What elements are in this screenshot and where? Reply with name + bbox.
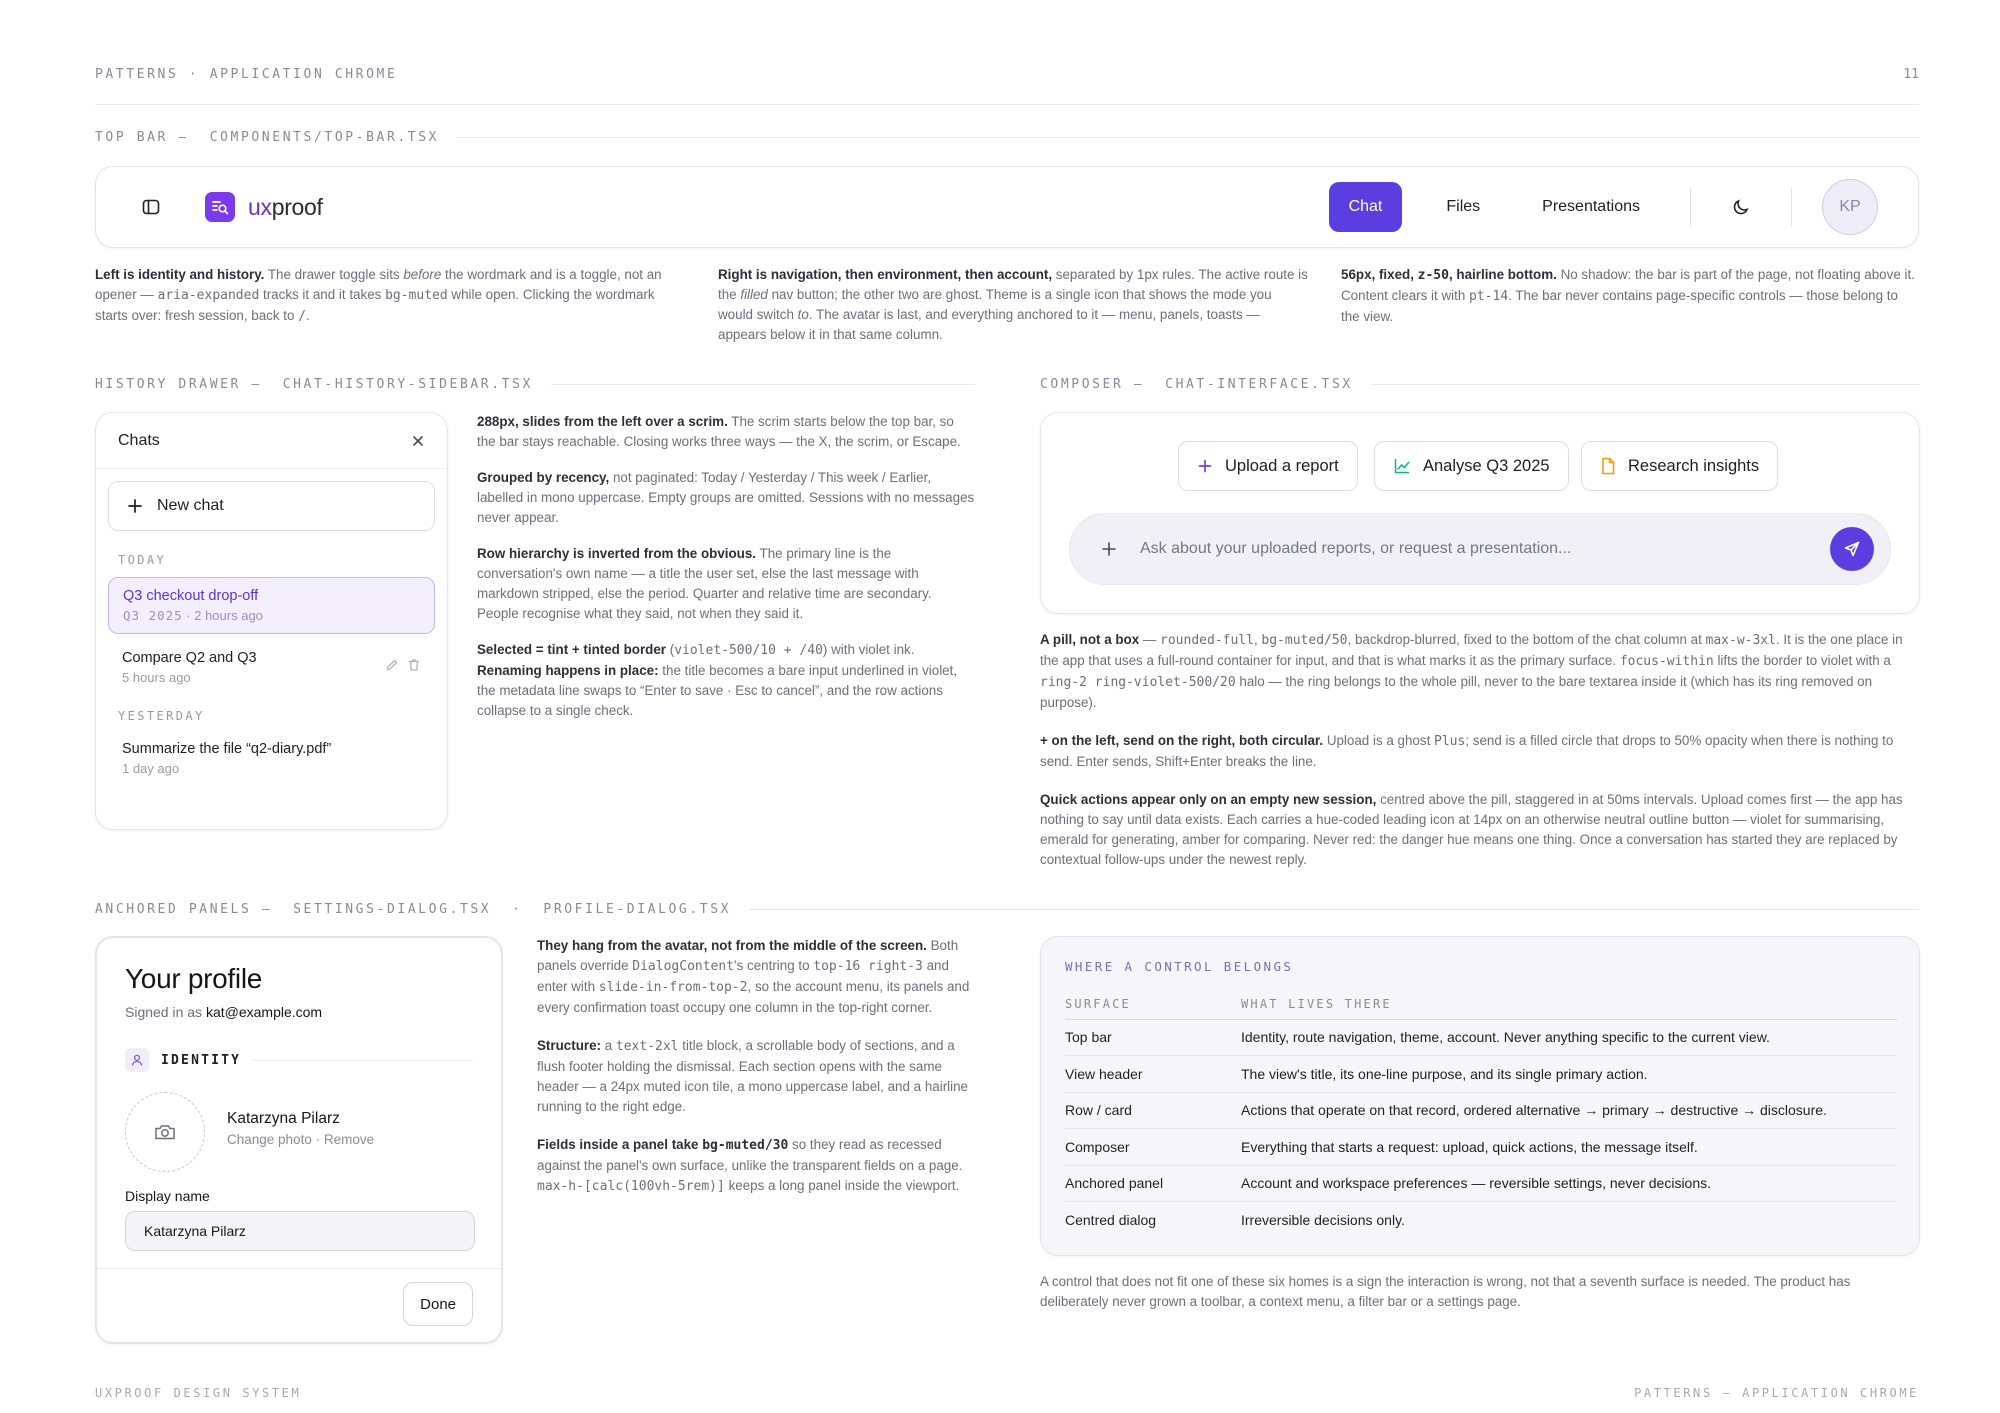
- profile-title: Your profile: [125, 963, 263, 994]
- quick-action-upload[interactable]: [1178, 441, 1358, 491]
- top-nav: [1329, 179, 1878, 235]
- logo-icon: [205, 192, 235, 222]
- wordmark[interactable]: [205, 192, 323, 222]
- chat-row-title: Q3 checkout drop-off: [123, 588, 259, 604]
- quick-action-research[interactable]: [1581, 441, 1778, 491]
- section-label-top-bar: TOP BAR — COMPONENTS/TOP-BAR.TSX: [95, 130, 1919, 145]
- topbar-note-right: 56px, fixed, z-50, hairline bottom. No shadow: the bar is part of the page, not floating above it. Content clears it with pt-14. The bar never contains page-specific controls — those belong to the view.: [1341, 267, 1915, 324]
- identity-label: IDENTITY: [161, 1052, 242, 1068]
- chat-row-title: Summarize the file “q2-diary.pdf”: [122, 741, 332, 757]
- file-icon: [1600, 457, 1616, 475]
- footer-left: UXPROOF DESIGN SYSTEM: [95, 1386, 302, 1400]
- drawer-notes: 288px, slides from the left over a scrim. The scrim starts below the top bar, so the bar stays reachable. Closing works three ways — the X, the scrim, or Escape. Grouped by recency, not paginated: Today / Yesterday / This week / Earlier, labelled in mono uppercase. Empty groups are omitted. Sessions with no messages never appear. Row hierarchy is inverted from the obvious. The primary line is the conversation's own name — a title the user set, else the last message with markdown stripped, else the period. Quarter and relative time are secondary. People recognise what they said, not when they said it. Selected = tint + tinted border (violet-500/10 + /40) with violet ink. Renaming happens in place: the title becomes a bare input underlined in violet, the metadata line swaps to “Enter to save · Esc to cancel”, and the row actions collapse to a single check.: [477, 414, 975, 718]
- table-cell: Account and workspace preferences — reversible settings, never decisions.: [1241, 1165, 1897, 1202]
- control-placement-table: [1065, 989, 1897, 1238]
- table-cell: Identity, route navigation, theme, account. Never anything specific to the current view.: [1241, 1019, 1897, 1056]
- table-cell: Anchored panel: [1065, 1165, 1241, 1202]
- trash-icon[interactable]: [407, 658, 421, 672]
- quick-action-label: Upload a report: [1225, 456, 1339, 475]
- profile-name: Katarzyna Pilarz: [227, 1110, 340, 1127]
- quick-action-label: Research insights: [1628, 456, 1760, 475]
- table-caption: A control that does not fit one of these six homes is a sign the interaction is wrong, not that a seventh surface is needed. The product has deliberately never grown a toolbar, a context menu, a filter bar or a settings page.: [1040, 1274, 1851, 1309]
- page-eyebrow: PATTERNS · APPLICATION CHROME: [95, 67, 398, 82]
- group-label-today: TODAY: [118, 553, 167, 567]
- plus-icon: [127, 498, 143, 514]
- chat-row-title: Compare Q2 and Q3: [122, 650, 257, 666]
- nav-divider: [1690, 187, 1691, 227]
- table-cell: Row / card: [1065, 1092, 1241, 1129]
- wordmark-text: uxproof: [248, 193, 323, 220]
- chat-row-meta: 5 hours ago: [122, 670, 191, 685]
- chat-row-selected[interactable]: [108, 577, 435, 634]
- topbar-note-middle: Right is navigation, then environment, then account, separated by 1px rules. The active route is the filled nav button; the other two are ghost. Theme is a single icon that shows the mode you would switch to. The avatar is last, and everything anchored to it — menu, panels, toasts — appears below it in that same column.: [718, 267, 1308, 342]
- photo-actions[interactable]: Change photo · Remove: [227, 1132, 375, 1147]
- send-button[interactable]: [1830, 527, 1874, 571]
- table-row: [1065, 1056, 1897, 1093]
- close-icon[interactable]: [411, 434, 425, 448]
- table-row: [1065, 1092, 1897, 1129]
- nav-files-button[interactable]: Files: [1446, 198, 1481, 215]
- table-cell: Everything that starts a request: upload, quick actions, the message itself.: [1241, 1129, 1897, 1166]
- pencil-icon[interactable]: [385, 658, 399, 672]
- section-label-composer: COMPOSER — CHAT-INTERFACE.TSX: [1040, 377, 1920, 392]
- table-cell: Irreversible decisions only.: [1241, 1212, 1405, 1228]
- topbar-note-left: Left is identity and history. The drawer toggle sits before the wordmark and is a toggle, not an opener — aria-expanded tracks it and it takes bg-muted while open. Clicking the wordmark starts over: fresh session, back to /.: [95, 267, 662, 324]
- drawer-header: [96, 413, 447, 469]
- chart-line-icon: [1393, 457, 1411, 475]
- table-row: [1065, 1202, 1897, 1239]
- column-header-what: WHAT LIVES THERE: [1241, 989, 1897, 1019]
- section-label-history: HISTORY DRAWER — CHAT-HISTORY-SIDEBAR.TSX: [95, 377, 975, 392]
- nav-presentations-button[interactable]: Presentations: [1542, 198, 1640, 215]
- sidebar-toggle-icon[interactable]: [141, 197, 161, 217]
- theme-divider: [1791, 187, 1792, 227]
- display-name-input[interactable]: Katarzyna Pilarz: [125, 1211, 475, 1251]
- profile-panel: [95, 936, 503, 1344]
- composer-demo: [1040, 412, 1920, 614]
- anchored-notes: They hang from the avatar, not from the middle of the screen. Both panels override DialogContent's centring to top-16 right-3 and enter with slide-in-from-top-2, so the account menu, its panels and every confirmation toast occupy one column in the top-right corner. Structure: a text-2xl title block, a scrollable body of sections, and a flush footer holding the dismissal. Each section opens with the same header — a 24px muted icon tile, a mono uppercase label, and a hairline running to the right edge. Fields inside a panel take bg-muted/30 so they read as recessed against the panel's own surface, unlike the transparent fields on a page. max-h-[calc(100vh-5rem)] keeps a long panel inside the viewport.: [537, 938, 970, 1194]
- quick-action-label: Analyse Q3 2025: [1423, 456, 1550, 475]
- display-name-label: Display name: [125, 1188, 210, 1204]
- quick-action-analyse[interactable]: [1374, 441, 1569, 491]
- avatar[interactable]: KP: [1822, 179, 1878, 235]
- table-row: [1065, 1129, 1897, 1166]
- nav-chat-button[interactable]: Chat: [1329, 182, 1403, 232]
- page-number: 11: [1903, 67, 1919, 82]
- chat-row-meta: 1 day ago: [122, 761, 180, 776]
- group-label-yesterday: YESTERDAY: [118, 709, 205, 723]
- table-cell: Centred dialog: [1065, 1212, 1157, 1228]
- history-drawer: [95, 412, 448, 830]
- composer-notes: A pill, not a box — rounded-full, bg-muted/50, backdrop-blurred, fixed to the bottom of the chat column at max-w-3xl. It is the one place in the app that uses a full-round container for input, and that is what marks it as the primary surface. focus-within lifts the border to violet with a ring-2 ring-violet-500/20 halo — the ring belongs to the whole pill, never to the bare textarea inside it (which has its ring removed on purpose). + on the left, send on the right, both circular. Upload is a ghost Plus; send is a filled circle that drops to 50% opacity when there is nothing to send. Enter sends, Shift+Enter breaks the line. Quick actions appear only on an empty new session, centred above the pill, staggered in at 50ms intervals. Upload comes first — the app has nothing to say until data exists. Each carries a hue-coded leading icon at 14px on an otherwise neutral outline button — violet for summarising, emerald for generating, amber for comparing. Never red: the danger hue means one thing. Once a conversation has started they are replaced by contextual follow-ups under the newest reply.: [1040, 632, 1903, 867]
- done-button[interactable]: Done: [403, 1282, 473, 1326]
- table-title: WHERE A CONTROL BELONGS: [1065, 959, 1294, 974]
- table-cell: View header: [1065, 1056, 1241, 1093]
- identity-section-header: [125, 1048, 473, 1072]
- new-chat-label: New chat: [157, 497, 224, 514]
- photo-placeholder[interactable]: [125, 1092, 205, 1172]
- send-icon: [1843, 540, 1861, 558]
- signed-in-text: Signed in as kat@example.com: [125, 1004, 323, 1020]
- chat-row[interactable]: [108, 640, 435, 695]
- composer-pill[interactable]: [1069, 513, 1891, 585]
- theme-moon-icon[interactable]: [1721, 187, 1761, 227]
- table-row: [1065, 1165, 1897, 1202]
- camera-icon: [154, 1122, 176, 1142]
- table-cell: The view's title, its one-line purpose, and its single primary action.: [1241, 1056, 1897, 1093]
- user-icon: [125, 1048, 149, 1072]
- table-cell: Composer: [1065, 1129, 1241, 1166]
- plus-icon: [1197, 458, 1213, 474]
- section-label-anchored: ANCHORED PANELS — SETTINGS-DIALOG.TSX · PROFILE-DIALOG.TSX: [95, 902, 1919, 917]
- table-row: [1065, 1019, 1897, 1056]
- footer-right: PATTERNS — APPLICATION CHROME: [1634, 1386, 1919, 1400]
- new-chat-button[interactable]: [108, 481, 435, 531]
- upload-plus-icon[interactable]: [1100, 540, 1118, 558]
- header-rule: [95, 104, 1919, 105]
- chat-row-meta: Q3 2025 · 2 hours ago: [123, 608, 263, 623]
- panel-footer-divider: [97, 1268, 501, 1269]
- column-header-surface: SURFACE: [1065, 989, 1241, 1019]
- drawer-title: Chats: [118, 431, 160, 449]
- chat-row[interactable]: [108, 731, 435, 786]
- composer-input[interactable]: Ask about your uploaded reports, or request a presentation...: [1140, 540, 1572, 557]
- top-bar-demo: [95, 166, 1919, 248]
- table-cell: Actions that operate on that record, ordered alternative → primary → destructive → disclosure.: [1241, 1092, 1897, 1129]
- control-placement-card: [1040, 936, 1920, 1256]
- table-cell: Top bar: [1065, 1019, 1241, 1056]
